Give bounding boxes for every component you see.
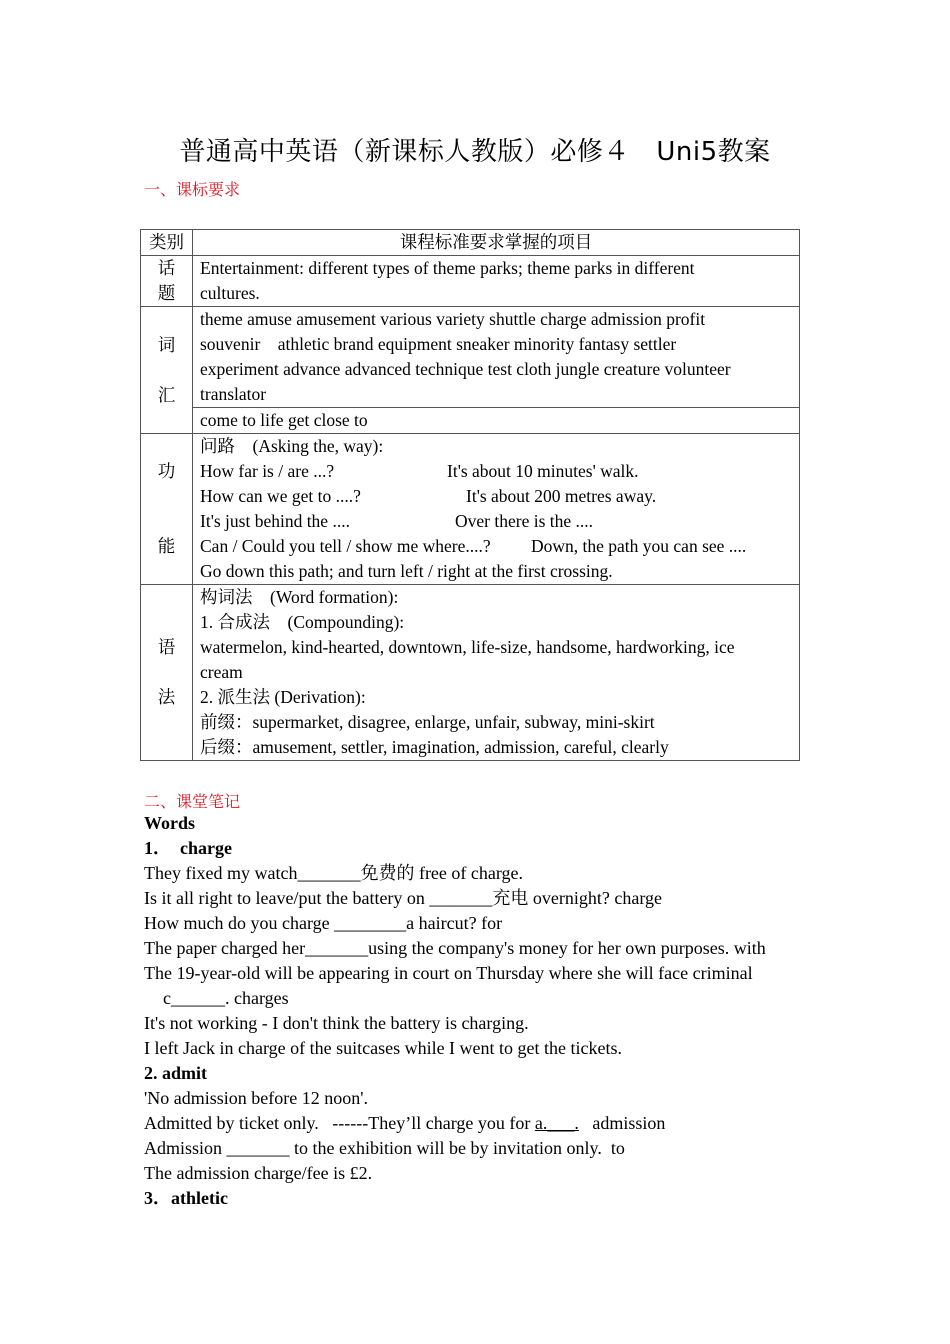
vocab-label: 词 汇 bbox=[141, 307, 193, 434]
example-line: It's not working - I don't think the battery is charging. bbox=[144, 1013, 529, 1033]
example-line: Is it all right to leave/put the battery on _______充电 overnight? charge bbox=[144, 888, 663, 908]
example-line: 'No admission before 12 noon'. bbox=[144, 1088, 368, 1108]
section-heading-curriculum: 一、课标要求 bbox=[144, 180, 241, 199]
example-line: c______. charges bbox=[163, 988, 289, 1008]
vocab-row bbox=[141, 307, 800, 408]
header-items: 课程标准要求掌握的项目 bbox=[193, 230, 800, 256]
topic-row bbox=[141, 256, 800, 307]
vocab-phrases: come to life get close to bbox=[193, 408, 800, 434]
word-heading-athletic: 3．athletic bbox=[144, 1188, 228, 1208]
example-line: The admission charge/fee is £2. bbox=[144, 1163, 373, 1183]
table-header-row bbox=[141, 230, 800, 256]
dialogue-pair: How can we get to ....? It's about 200 metres away. bbox=[200, 486, 657, 506]
function-row bbox=[141, 434, 800, 585]
example-line: The 19-year-old will be appearing in court on Thursday where she will face criminal bbox=[144, 963, 753, 983]
example-line: I left Jack in charge of the suitcases while I went to get the tickets. bbox=[144, 1038, 623, 1058]
dialogue-pair: It's just behind the .... Over there is the .... bbox=[200, 511, 594, 531]
topic-content: Entertainment: different types of theme parks; theme parks in different cultures. bbox=[193, 256, 800, 307]
example-line: Admission _______ to the exhibition will be by invitation only. to bbox=[144, 1138, 625, 1158]
grammar-row bbox=[141, 585, 800, 761]
section-heading-notes: 二、课堂笔记 bbox=[144, 792, 241, 811]
dialogue-pair: Can / Could you tell / show me where....? Down, the path you can see .... bbox=[200, 536, 747, 556]
vocab-content: theme amuse amusement various variety shuttle charge admission profit souvenir athletic brand equipment sneaker minority fantasy settler experiment advance advanced technique test cloth jungle creature volunteer translator bbox=[193, 307, 800, 408]
example-line: How much do you charge ________a haircut? for bbox=[144, 913, 503, 933]
document-title: 普通高中英语（新课标人教版）必修４ Uni5教案 bbox=[179, 137, 771, 167]
phrases-row bbox=[141, 408, 800, 434]
example-line: Admitted by ticket only. ------They’ll charge you for a.___. admission bbox=[144, 1113, 666, 1133]
class-notes bbox=[144, 811, 824, 1211]
function-content: 问路 (Asking the, way): How far is / are ...? It's about 10 minutes' walk. How can we get to ....? It's about 200 metres away. It's just behind the .... Over there is the .... Can / Could you tell / show me where....? Down, the path you can see .... Go down this path; and turn left / right at the first crossing. bbox=[193, 434, 800, 585]
example-line: The paper charged her_______using the company's money for her own purposes. with bbox=[144, 938, 766, 958]
blank-answer: a.___. bbox=[534, 1113, 579, 1133]
header-category: 类别 bbox=[141, 230, 193, 256]
grammar-content: 构词法 (Word formation): 1. 合成法 (Compounding): watermelon, kind-hearted, downtown, life-size, handsome, hardworking, ice cream 2. 派生法 (Derivation): 前缀：supermarket, disagree, enlarge, unfair, subway, mini-skirt 后缀：amusement, settler, imagination, admission, careful, clearly bbox=[193, 585, 800, 761]
dialogue-pair: How far is / are ...? It's about 10 minutes' walk. bbox=[200, 461, 639, 481]
grammar-label: 语 法 bbox=[141, 585, 193, 761]
word-heading-admit: 2. admit bbox=[144, 1063, 207, 1083]
words-heading: Words bbox=[144, 813, 196, 833]
word-heading-charge: 1． charge bbox=[144, 838, 232, 858]
curriculum-table bbox=[140, 229, 800, 761]
example-line: They fixed my watch_______免费的 free of charge. bbox=[144, 863, 524, 883]
function-label: 功 能 bbox=[141, 434, 193, 585]
topic-label: 话 题 bbox=[141, 256, 193, 307]
